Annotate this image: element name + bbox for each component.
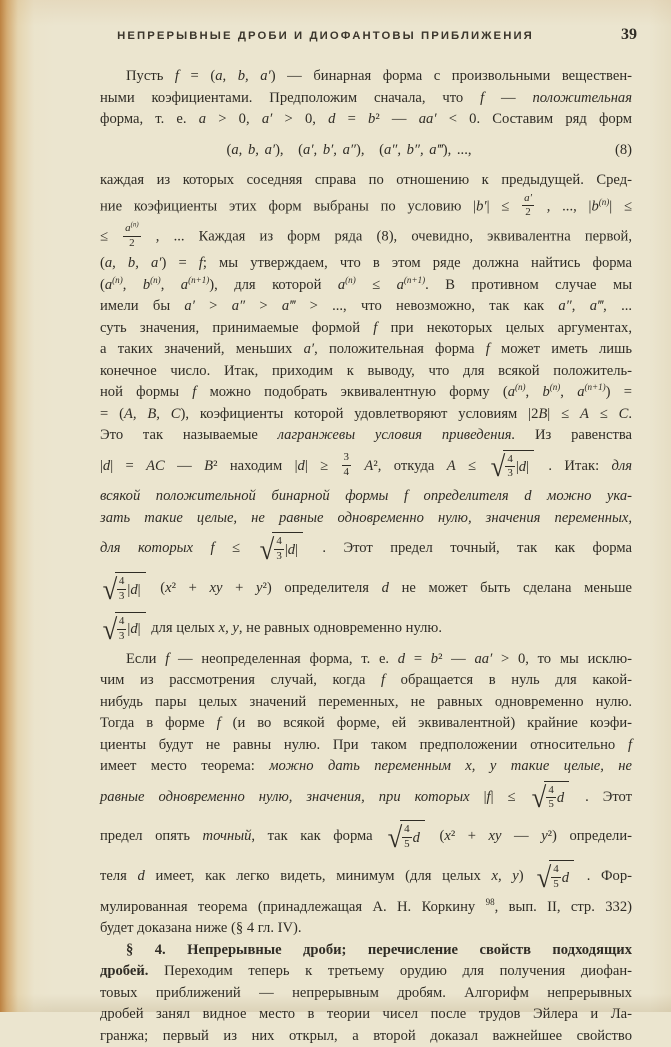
text-line: ной формы f можно подобрать эквивалентную форму ($a^{(n)}$, $b^{(n)}$, $a^{(n+1)}$) = xyxy=(100,382,632,400)
text-line: предел опять точный, так как форма √ $\frac{4}{5}$ d (x² + xy — y²) определи- xyxy=(100,822,632,855)
radical: √ $\frac{4}{5}$ d xyxy=(536,860,574,894)
text-line: ≤ $\frac{a^{(n)}}{2}$ , ... Каждая из форм ряда (8), очевидно, эквивалентна первой, xyxy=(100,222,632,253)
text-line: суть значения, принимаемые формой f при некоторых целых аргументах, xyxy=(100,319,632,336)
radical: √ $\frac{4}{5}$ d xyxy=(387,820,425,854)
radical: √ $\frac{4}{3}$ | d | xyxy=(490,450,534,484)
text-line: дробей. Переходим теперь к третьему орудию для получения диофан- xyxy=(100,963,632,980)
fraction: $\frac{4}{3}$ xyxy=(276,535,282,563)
text-line: Тогда в форме f (и во всякой форме, ей эквивалентной) крайние коэфи- xyxy=(100,715,632,731)
fraction: $\frac{a'}{2}$ xyxy=(524,191,532,219)
text-line: форма, т. е. a > 0, a′ > 0, d = b² — aa′ < 0. Составим ряд форм xyxy=(100,111,633,127)
radical: √ $\frac{4}{3}$ | d | xyxy=(259,532,303,566)
text-line: √ $\frac{4}{3}$ | d | (x² + xy + y²) определителя d не может быть сделана меньше xyxy=(102,573,633,606)
display-equation xyxy=(100,140,632,162)
text-line: дробей занял видное место в теории чисел после трудов Эйлера и Ла- xyxy=(100,1006,632,1023)
text-line: |d| = AC — B² находим |d| ≥ $\frac{3}{4}$ A², откуда A ≤ √ $\frac{4}{3}$ | d | . Итак: для xyxy=(100,451,633,484)
text-line: нибудь пары целых значений переменных, не равных одновременно нулю. xyxy=(100,693,632,710)
radical: √ $\frac{4}{3}$ | d | xyxy=(102,612,146,646)
text-line: Это так называемые лагранжевы условия приведения. Из равенства xyxy=(100,427,632,443)
fraction: $\frac{4}{3}$ xyxy=(507,452,513,480)
text-line: каждая из которых соседняя справа по отношению к предыдущей. Сред- xyxy=(100,172,632,188)
fraction: $\frac{4}{3}$ xyxy=(118,575,125,602)
text-line: Пусть f = (a, b, a′) — бинарная форма с произвольными веществен- xyxy=(126,68,632,84)
text-line: чим из рассмотрения случай, когда f обращается в нуль для какой- xyxy=(100,672,632,688)
text-line: ($a^{(n)}$, $b^{(n)}$, $a^{(n+1)}$), для которой $a^{(n)} \le a^{(n+1)}$. В противном случае мы xyxy=(100,274,633,293)
text-line: товых приближений — непрерывным дробям. Алгорифм непрерывных xyxy=(100,984,632,1001)
text-line: равные одновременно нулю, значения, при которых |f| ≤ √ $\frac{4}{5}$ d . Этот xyxy=(100,782,632,815)
equation-body: (a, b, a′), (a′, b′, a″), (a″, b″, a‴), ..., xyxy=(226,141,472,158)
text-line: имеет место теорема: можно дать переменным x, y такие целые, не xyxy=(100,758,632,774)
text-line: мулированная теорема (принадлежащая А. Н. Коркину $^{98}$, вып. II, стр. 332) xyxy=(100,896,632,915)
text-line: ными коэфициентами. Предположим сначала, что f — положительная xyxy=(100,89,633,106)
text-line: а таких значений, меньших a′, положительная форма f может иметь лишь xyxy=(100,341,633,357)
text-line: = (A, B, C), коэфициенты которой удовлетворяют условиям |2B| ≤ A ≤ C. xyxy=(100,405,632,422)
text-line: конечное число. Итак, приходим к выводу, что для всякой положитель- xyxy=(100,362,632,379)
text-line: Если f — неопределенная форма, т. е. d = b² — aa′ > 0, то мы исклю- xyxy=(126,650,633,667)
text-line: всякой положительной бинарной формы f определителя d можно ука- xyxy=(100,488,632,505)
text-line: § 4. Непрерывные дроби; перечисление свойств подходящих xyxy=(126,941,632,958)
text-line: циенты будут не равны нулю. При таком предположении относительно f xyxy=(100,736,632,753)
text-line: (a, b, a′) = f; мы утверждаем, что в этом ряде должна найтись форма xyxy=(100,255,632,271)
fraction: $\frac{4}{5}$ xyxy=(404,823,410,851)
fraction: $\frac{4}{5}$ xyxy=(553,863,559,890)
text-line: ние коэфициенты этих форм выбраны по условию |b′| ≤ $\frac{a'}{2}$ , ..., $|b^{(n)}|$ ≤ xyxy=(100,192,632,223)
text-line: √ $\frac{4}{3}$ | d | для целых x, y, не равных одновременно нулю. xyxy=(102,613,442,646)
text-line: гранжа; первый из них открыл, а второй доказал важнейшее свойство xyxy=(100,1027,632,1044)
fraction: $\frac{4}{5}$ xyxy=(548,783,554,811)
text-line: зать такие целые, не равные одновременно нулю, значения переменных, xyxy=(100,509,632,526)
text-line: теля d имеет, как легко видеть, минимум (для целых x, y) √ $\frac{4}{5}$ d . Фор- xyxy=(100,861,632,894)
running-head xyxy=(0,28,671,46)
radical: √ $\frac{4}{3}$ | d | xyxy=(102,572,146,606)
text-line: для которых f ≤ √ $\frac{4}{3}$ | d | . Этот предел точный, так как форма xyxy=(100,534,632,567)
fraction: $\frac{a^{(n)}}{2}$ xyxy=(125,221,139,250)
fraction: $\frac{3}{4}$ xyxy=(343,451,349,478)
text-block xyxy=(100,66,632,1047)
fraction: $\frac{4}{3}$ xyxy=(118,614,125,642)
text-line: имели бы a′ > a″ > a‴ > ..., что невозможно, так как a″, a‴, ... xyxy=(100,298,633,314)
page-number: 39 xyxy=(621,26,637,43)
text-line: будет доказана ниже (§ 4 гл. IV). xyxy=(100,920,302,937)
radical: √ $\frac{4}{5}$ d xyxy=(531,781,569,815)
equation-number: (8) xyxy=(614,141,632,158)
page-header-title: НЕПРЕРЫВНЫЕ ДРОБИ И ДИОФАНТОВЫ ПРИБЛИЖЕНИЯ xyxy=(117,30,534,42)
